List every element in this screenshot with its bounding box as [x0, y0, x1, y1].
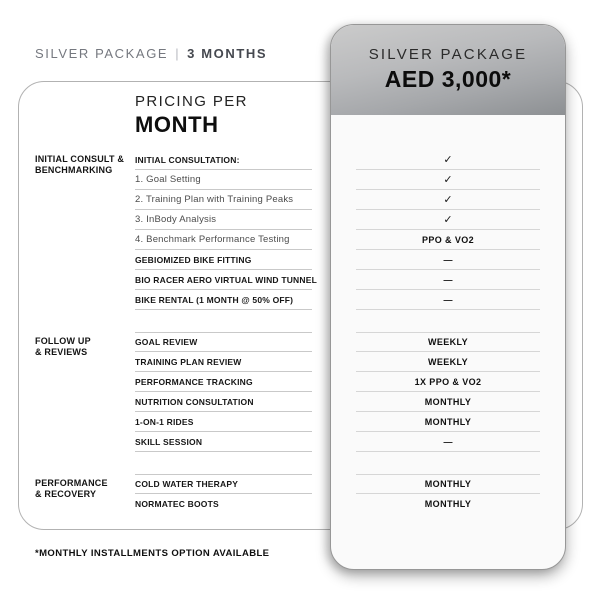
feature-value-row — [356, 190, 540, 210]
feature-name: 4. Benchmark Performance Testing — [135, 234, 290, 245]
feature-value-row — [356, 170, 540, 190]
card-title: SILVER PACKAGE — [368, 46, 528, 63]
section-label-line: INITIAL CONSULT & — [35, 154, 125, 164]
feature-value: MONTHLY — [424, 499, 472, 509]
dash-icon: — — [443, 254, 453, 265]
feature-value: WEEKLY — [427, 336, 469, 347]
feature-row — [135, 210, 312, 230]
section-label — [35, 336, 135, 357]
card-price: AED 3,000* — [384, 66, 512, 92]
dash-icon: — — [443, 294, 453, 305]
section-label-line: FOLLOW UP — [35, 336, 91, 346]
installments-footnote: *MONTHLY INSTALLMENTS OPTION AVAILABLE — [35, 548, 270, 559]
feature-name: TRAINING PLAN REVIEW — [135, 356, 242, 367]
feature-value-row — [356, 474, 540, 494]
feature-name: NUTRITION CONSULTATION — [135, 396, 254, 407]
feature-row — [135, 412, 312, 432]
eyebrow-divider: | — [175, 46, 181, 61]
check-icon: ✓ — [443, 174, 453, 186]
feature-row — [135, 474, 312, 494]
feature-value-row — [356, 372, 540, 392]
feature-row — [135, 372, 312, 392]
check-icon: ✓ — [443, 194, 453, 206]
section-label — [35, 478, 135, 499]
feature-name: COLD WATER THERAPY — [135, 478, 239, 489]
pricing-title — [135, 93, 248, 138]
check-icon: ✓ — [443, 214, 453, 226]
feature-name: PERFORMANCE TRACKING — [135, 376, 253, 387]
feature-value-row — [356, 290, 540, 310]
dash-icon: — — [443, 436, 453, 447]
section-label-line: PERFORMANCE — [35, 478, 108, 488]
pricing-title-line2: MONTH — [135, 112, 219, 137]
feature-name: BIO RACER AERO VIRTUAL WIND TUNNEL — [135, 274, 317, 285]
feature-value-row — [356, 270, 540, 290]
feature-value-row — [356, 230, 540, 250]
silver-package-card-header — [331, 25, 565, 115]
feature-value-row — [356, 494, 540, 514]
feature-name: GOAL REVIEW — [135, 336, 198, 347]
feature-row — [135, 332, 312, 352]
feature-row — [135, 432, 312, 452]
feature-name: NORMATEC BOOTS — [135, 499, 219, 509]
feature-value-row — [356, 412, 540, 432]
feature-value: WEEKLY — [427, 356, 469, 367]
feature-value-row — [356, 432, 540, 452]
feature-name: GEBIOMIZED BIKE FITTING — [135, 254, 252, 265]
section-label-line: & RECOVERY — [35, 488, 97, 499]
feature-value: MONTHLY — [424, 416, 472, 427]
check-icon: ✓ — [443, 154, 453, 166]
feature-row — [135, 392, 312, 412]
feature-name: 1-ON-1 RIDES — [135, 416, 194, 427]
feature-name: 2. Training Plan with Training Peaks — [135, 194, 294, 205]
feature-row — [135, 494, 312, 514]
pricing-title-line1: PRICING PER — [135, 93, 248, 110]
feature-row — [135, 250, 312, 270]
feature-value: PPO & VO2 — [421, 234, 475, 245]
feature-row — [135, 270, 317, 290]
feature-name: INITIAL CONSULTATION: — [135, 154, 240, 165]
feature-value-row — [356, 250, 540, 270]
dash-icon: — — [443, 274, 453, 285]
feature-row — [135, 190, 312, 210]
eyebrow-package-label: SILVER PACKAGE — [35, 46, 169, 61]
feature-value-row — [356, 332, 540, 352]
feature-name: BIKE RENTAL (1 MONTH @ 50% OFF) — [135, 294, 294, 305]
eyebrow-duration-label: 3 MONTHS — [187, 46, 268, 61]
feature-row — [135, 150, 312, 170]
section-label-line: & REVIEWS — [35, 346, 88, 357]
section-label-line: BENCHMARKING — [35, 164, 113, 175]
feature-value-row — [356, 352, 540, 372]
feature-value-row — [356, 392, 540, 412]
feature-value: MONTHLY — [424, 478, 472, 489]
feature-name: 1. Goal Setting — [135, 174, 201, 185]
feature-name: 3. InBody Analysis — [135, 214, 217, 225]
feature-name: SKILL SESSION — [135, 436, 203, 447]
page-eyebrow — [35, 46, 267, 61]
feature-row — [135, 352, 312, 372]
feature-value: 1X PPO & VO2 — [414, 376, 482, 387]
feature-value-row — [356, 150, 540, 170]
feature-row — [135, 290, 312, 310]
feature-row — [135, 170, 312, 190]
section-label — [35, 154, 135, 175]
feature-row — [135, 230, 312, 250]
feature-value: MONTHLY — [424, 396, 472, 407]
feature-value-row — [356, 210, 540, 230]
